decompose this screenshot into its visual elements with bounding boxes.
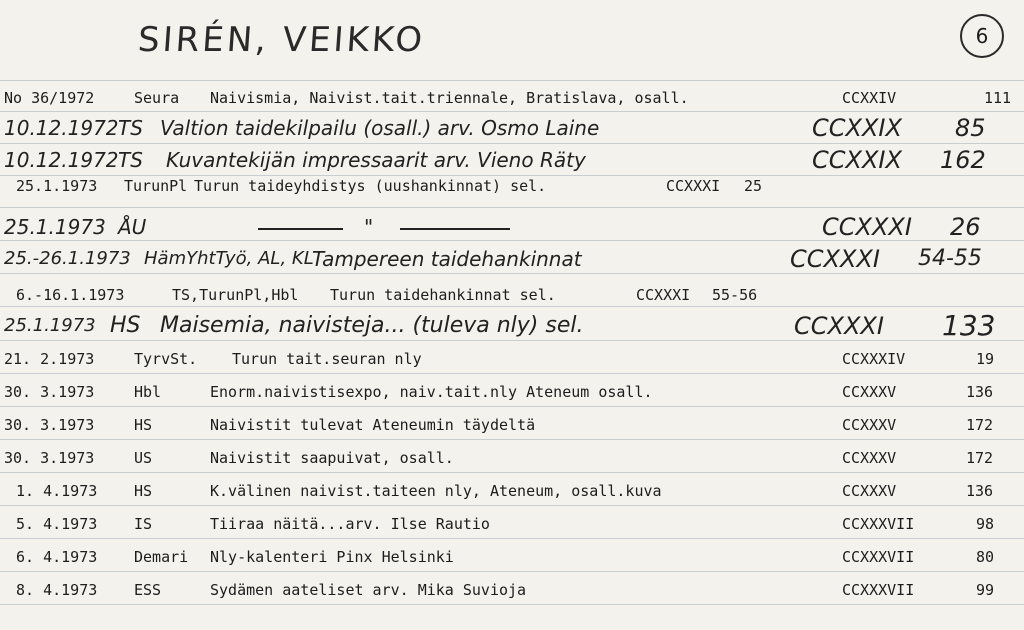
entry-row-handwritten <box>0 212 1024 242</box>
entry-source: TurunPl <box>124 177 188 195</box>
entry-row <box>0 83 1024 113</box>
entry-date: 25.-26.1.1973 <box>4 248 131 269</box>
entry-text: Turun tait.seuran nly <box>232 350 422 368</box>
entry-source: TS <box>118 116 143 140</box>
entry-volume: CCXXXIV <box>842 350 906 368</box>
card-number-circle: 6 <box>960 14 1004 58</box>
entry-row <box>0 280 1024 310</box>
entry-source: TS <box>118 148 143 172</box>
entry-page: 85 <box>955 114 986 142</box>
entry-date: No 36/1972 <box>4 89 95 107</box>
entry-page: 172 <box>966 449 994 467</box>
entry-source: HS <box>110 313 141 338</box>
entry-text: Nly-kalenteri Pinx Helsinki <box>210 548 454 566</box>
entry-page: 26 <box>950 213 981 241</box>
entry-text: Maisemia, naivisteja... (tuleva nly) sel. <box>160 313 584 338</box>
entry-page: 80 <box>976 548 995 566</box>
entry-page: 25 <box>744 177 763 195</box>
entry-source: HS <box>134 482 153 500</box>
card-title: SIRÉN, VEIKKO <box>136 20 427 60</box>
entry-volume: CCXXXI <box>666 177 721 195</box>
entry-date: 21. 2.1973 <box>4 350 95 368</box>
entry-date: 30. 3.1973 <box>4 449 95 467</box>
ditto-line-left <box>258 212 343 242</box>
entry-date: 25.1.1973 <box>16 177 98 195</box>
entry-volume: CCXXXV <box>842 416 897 434</box>
entry-row <box>0 377 1024 407</box>
entry-volume: CCXXXVII <box>842 548 915 566</box>
entry-row <box>0 509 1024 539</box>
entry-date: 30. 3.1973 <box>4 416 95 434</box>
entry-page: 136 <box>966 482 994 500</box>
rule-line <box>0 207 1024 208</box>
entry-source: ÅU <box>118 215 147 239</box>
entry-volume: CCXXIX <box>812 146 902 174</box>
entry-date: 25.1.1973 <box>4 215 106 239</box>
entry-page: 172 <box>966 416 994 434</box>
entry-text: Valtion taidekilpailu (osall.) arv. Osmo Laine <box>160 116 600 140</box>
entry-volume: CCXXXI <box>822 213 912 241</box>
entry-row <box>0 476 1024 506</box>
entry-source: TyrvSt. <box>134 350 198 368</box>
entry-date: 6. 4.1973 <box>16 548 98 566</box>
entry-row <box>0 344 1024 374</box>
entry-page: 133 <box>942 309 996 342</box>
entry-date: 5. 4.1973 <box>16 515 98 533</box>
ditto-line-right <box>400 212 510 242</box>
entry-date: 8. 4.1973 <box>16 581 98 599</box>
entry-text: Sydämen aateliset arv. Mika Suvioja <box>210 581 527 599</box>
entry-row <box>0 575 1024 605</box>
entry-volume: CCXXXI <box>790 245 880 273</box>
entry-source: Seura <box>134 89 180 107</box>
entry-source: Hbl <box>134 383 162 401</box>
entry-date: 1. 4.1973 <box>16 482 98 500</box>
entry-page: 136 <box>966 383 994 401</box>
entry-date: 10.12.1972 <box>4 116 119 140</box>
entry-volume: CCXXIV <box>842 89 897 107</box>
entry-page: 55-56 <box>712 286 758 304</box>
entry-date: 30. 3.1973 <box>4 383 95 401</box>
entry-text: Kuvantekijän impressaarit arv. Vieno Räty <box>166 148 586 172</box>
entry-volume: CCXXXVII <box>842 581 915 599</box>
entry-row-handwritten <box>0 244 1024 274</box>
entry-source: HämYhtTyö, AL, KL <box>144 248 314 269</box>
entry-row <box>0 171 1024 201</box>
entry-row <box>0 443 1024 473</box>
entry-text: Tampereen taidehankinnat <box>312 247 582 271</box>
entry-source: Demari <box>134 548 189 566</box>
entry-text: Naivismia, Naivist.tait.triennale, Bratislava, osall. <box>210 89 689 107</box>
entry-text: K.välinen naivist.taiteen nly, Ateneum, osall.kuva <box>210 482 662 500</box>
entry-text: Tiiraa näitä...arv. Ilse Rautio <box>210 515 490 533</box>
entry-row <box>0 542 1024 572</box>
entry-volume: CCXXXV <box>842 449 897 467</box>
entry-date: 6.-16.1.1973 <box>16 286 125 304</box>
entry-volume: CCXXIX <box>812 114 902 142</box>
entry-row-handwritten <box>0 113 1024 143</box>
entry-page: 99 <box>976 581 995 599</box>
entry-text: Naivistit tulevat Ateneumin täydeltä <box>210 416 536 434</box>
entry-source: IS <box>134 515 153 533</box>
entry-volume: CCXXXV <box>842 383 897 401</box>
entry-date: 10.12.1972 <box>4 148 119 172</box>
entry-text: Naivistit saapuivat, osall. <box>210 449 454 467</box>
entry-source: ESS <box>134 581 162 599</box>
entry-source: HS <box>134 416 153 434</box>
rule-line <box>0 143 1024 144</box>
entry-page: 54-55 <box>918 246 982 271</box>
entry-page: 111 <box>984 89 1012 107</box>
entry-volume: CCXXXI <box>794 312 884 340</box>
entry-volume: CCXXXI <box>636 286 691 304</box>
entry-date: 25.1.1973 <box>4 315 96 336</box>
entry-text: Enorm.naivistisexpo, naiv.tait.nly Ateneum osall. <box>210 383 653 401</box>
entry-row-handwritten <box>0 311 1024 341</box>
entry-source: TS,TurunPl,Hbl <box>172 286 299 304</box>
entry-text: " <box>364 215 374 239</box>
rule-line <box>0 80 1024 81</box>
entry-page: 162 <box>940 146 986 174</box>
entry-text: Turun taideyhdistys (uushankinnat) sel. <box>194 177 547 195</box>
entry-source: US <box>134 449 153 467</box>
entry-page: 98 <box>976 515 995 533</box>
entry-text: Turun taidehankinnat sel. <box>330 286 556 304</box>
entry-volume: CCXXXVII <box>842 515 915 533</box>
entry-page: 19 <box>976 350 995 368</box>
entry-volume: CCXXXV <box>842 482 897 500</box>
entry-row <box>0 410 1024 440</box>
